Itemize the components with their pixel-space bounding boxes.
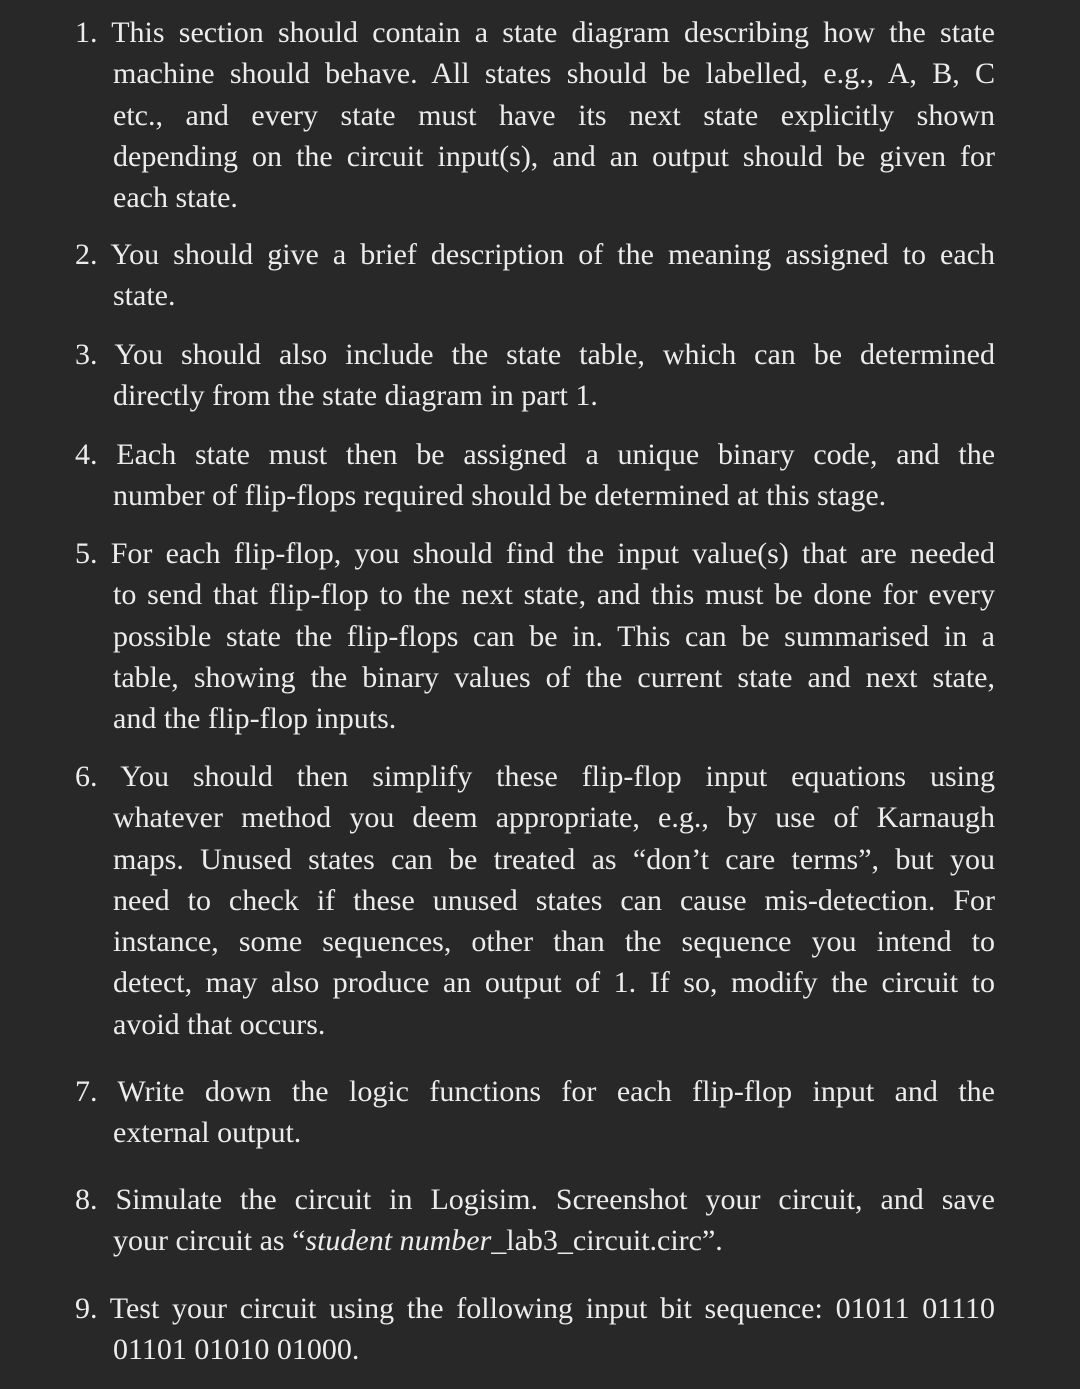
list-item-1 xyxy=(75,12,995,218)
list-item-line: machine should behave. All states should be labelled, e.g., A, B, C xyxy=(113,57,995,91)
list-item-9 xyxy=(75,1288,995,1371)
list-item-line: each state. xyxy=(113,181,238,215)
list-number: 8. xyxy=(75,1183,98,1216)
list-item-line: 8. Simulate the circuit in Logisim. Screenshot your circuit, and save xyxy=(75,1183,996,1216)
list-item-line: table, showing the binary values of the current state and next state, xyxy=(113,660,995,694)
list-item-3 xyxy=(75,334,995,417)
list-number: 9. xyxy=(75,1292,98,1325)
list-item-line: avoid that occurs. xyxy=(113,1007,326,1041)
list-item-4 xyxy=(75,434,995,517)
italic-filename-part: student number xyxy=(305,1224,492,1258)
list-item-line: 1. This section should contain a state diagram describing how the state xyxy=(75,16,995,49)
list-item-6 xyxy=(75,756,995,1045)
list-item-line: detect, may also produce an output of 1. If so, modify the circuit to xyxy=(113,966,995,1000)
list-number: 4. xyxy=(75,438,98,471)
list-item-5 xyxy=(75,533,995,739)
list-item-line: instance, some sequences, other than the sequence you intend to xyxy=(113,925,995,959)
list-item-line: 9. Test your circuit using the following input bit sequence: 01011 01110 xyxy=(75,1292,995,1325)
list-item-line: 01101 01010 01000. xyxy=(113,1333,360,1367)
list-item-line: to send that flip-flop to the next state, and this must be done for every xyxy=(113,578,995,612)
list-item-7 xyxy=(75,1071,995,1154)
list-item-line: number of flip-flops required should be determined at this stage. xyxy=(113,479,887,513)
list-item-line: external output. xyxy=(113,1116,302,1150)
list-number: 2. xyxy=(75,238,98,271)
list-number: 1. xyxy=(75,16,98,49)
list-number: 7. xyxy=(75,1075,98,1108)
list-number: 3. xyxy=(75,338,98,371)
list-item-line: 4. Each state must then be assigned a unique binary code, and the xyxy=(75,438,996,471)
list-item-line: state. xyxy=(113,279,176,313)
list-item-line: 7. Write down the logic functions for each flip-flop input and the xyxy=(75,1075,995,1108)
list-item-line: maps. Unused states can be treated as “don’t care terms”, but you xyxy=(113,842,995,876)
list-item-2 xyxy=(75,234,995,317)
list-item-line: directly from the state diagram in part 1. xyxy=(113,379,598,413)
list-item-line: depending on the circuit input(s), and an output should be given for xyxy=(113,139,995,173)
list-number: 6. xyxy=(75,760,98,793)
list-item-line: etc., and every state must have its next state explicitly shown xyxy=(113,98,995,132)
list-item-line: 3. You should also include the state table, which can be determined xyxy=(75,338,995,371)
list-item-line: whatever method you deem appropriate, e.g., by use of Karnaugh xyxy=(113,801,995,835)
list-number: 5. xyxy=(75,537,98,570)
list-item-line: 6. You should then simplify these flip-flop input equations using xyxy=(75,760,995,793)
list-item-line: need to check if these unused states can cause mis-detection. For xyxy=(113,883,995,917)
list-item-line: and the flip-flop inputs. xyxy=(113,702,397,736)
list-item-line: possible state the flip-flops can be in. This can be summarised in a xyxy=(113,619,995,653)
list-item-line: your circuit as “student number_lab3_circuit.circ”. xyxy=(113,1224,723,1258)
list-item-line: 5. For each flip-flop, you should find the input value(s) that are needed xyxy=(75,537,995,570)
list-item-8 xyxy=(75,1179,995,1262)
list-item-line: 2. You should give a brief description of the meaning assigned to each xyxy=(75,238,996,271)
